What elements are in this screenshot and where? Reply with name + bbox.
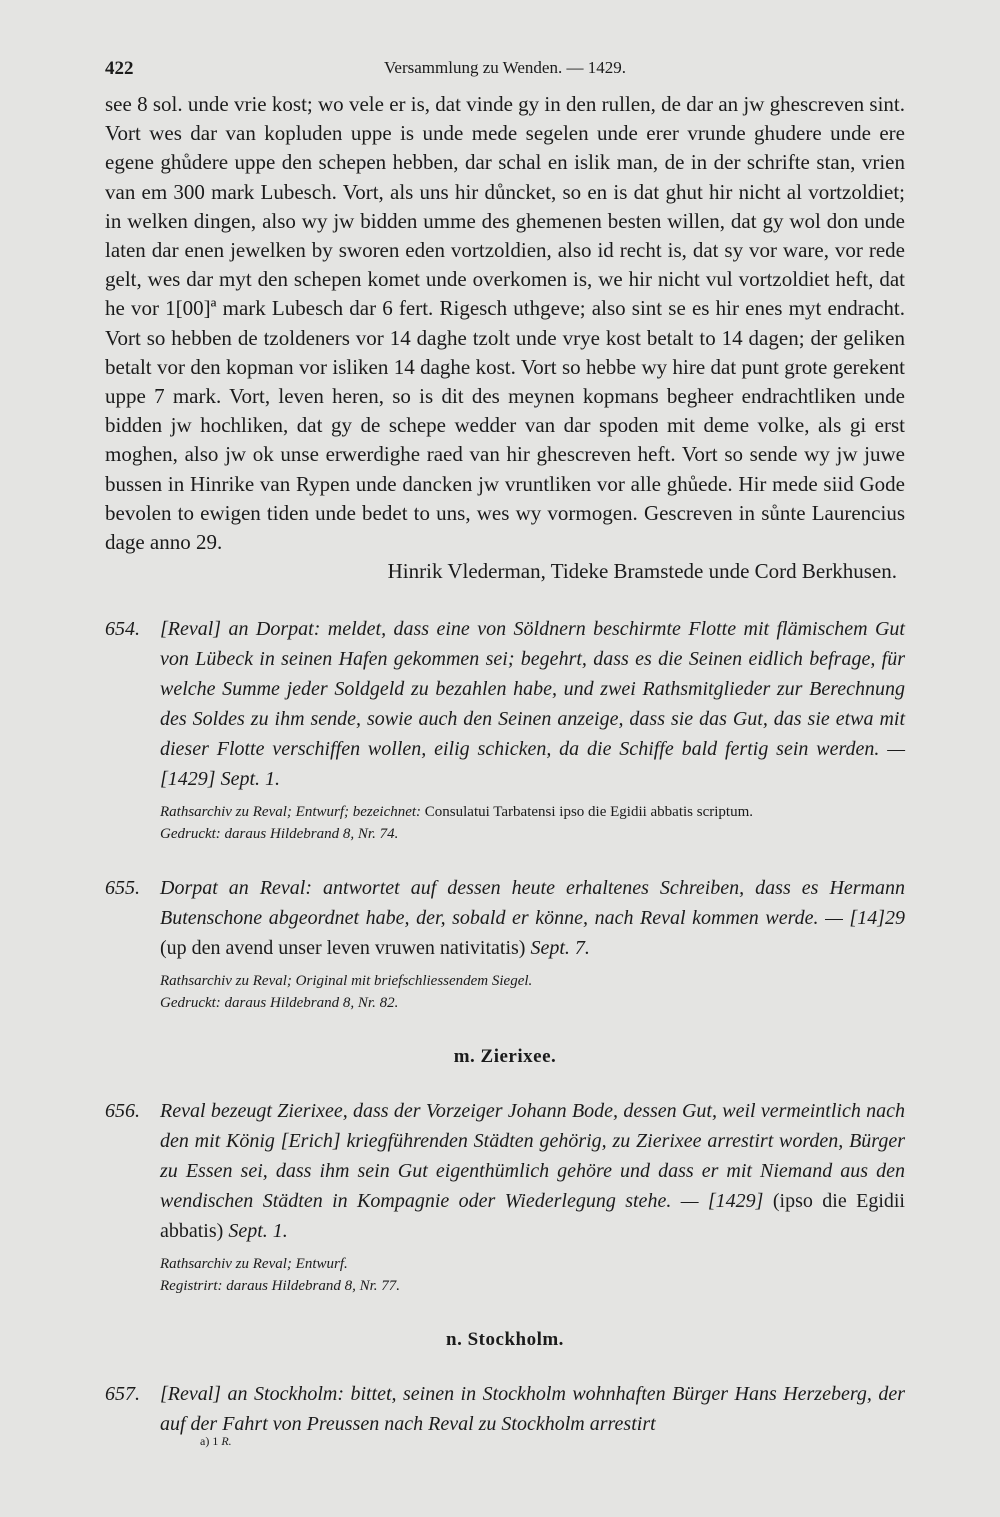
entry-notes — [160, 802, 905, 845]
entry-notes — [160, 1254, 905, 1297]
footnote: a) 1 R. — [200, 1434, 232, 1448]
print-note: Gedruckt: daraus Hildebrand 8, Nr. 74. — [160, 825, 399, 842]
entry-number: 656. — [105, 1100, 140, 1123]
entry-654 — [105, 614, 905, 845]
print-note: Registrirt: daraus Hildebrand 8, Nr. 77. — [160, 1277, 401, 1294]
entry-regest: Dorpat an Reval: antwortet auf dessen heute erhaltenes Schreiben, dass es Hermann Butenschone abgeordnet habe, der, sobald er könne, nach Reval kommen werde. — [14]29 (up den avend unser leven vruwen nativitatis) Sept. 7. — [160, 877, 905, 960]
section-heading-zierixee: m. Zierixee. — [453, 1046, 557, 1068]
entry-656 — [105, 1096, 905, 1297]
source-note: Rathsarchiv zu Reval; Original mit briefschliessendem Siegel. — [160, 973, 533, 990]
entry-notes — [160, 971, 905, 1014]
print-note: Gedruckt: daraus Hildebrand 8, Nr. 82. — [160, 994, 399, 1011]
entry-number: 657. — [105, 1383, 140, 1406]
letter-body: see 8 sol. unde vrie kost; wo vele er is, dat vinde gy in den rullen, de dar an jw ghescreven sint. Vort wes dar van kopluden uppe is unde mede segelen unde erer vrunde ghudere unde ere egene ghůdere uppe den schepen hebben, dar schal en islik man, de in der schrifte stan, vrien van em 300 mark Lubesch. Vort, als uns hir důncket, so en is dat ghut hir nicht al vortzoldiet; in welken dingen, also wy jw bidden umme des ghemenen besten willen, dat gy wol don unde laten dar enen jewelken by sworen eden vortzoldien, also id recht is, dat sy vor ware, vor rede gelt, wes dar myt den schepen komet unde overkomen is, we hir nicht vul vortzoldiet heft, dat he vor 1[00]ª mark Lubesch dar 6 fert. Rigesch uthgeve; also sint se es hir enes myt endracht. Vort so hebben de tzoldeners vor 14 daghe tzolt unde vrye kost betalt to 14 dagen; der geliken betalt vor den kopman vor isliken 14 daghe kost. Vort so hebbe wy hire dat punt grote gerekent uppe 7 mark. Vort, leven heren, so is dit des meynen kopmans begheer endrachtliken unde bidden jw hochliken, dat gy de schepe wedder van dar spoden mit deme volke, als gi erst moghen, also jw ok unse erwerdighe raed van hir ghescreven heft. Vort so sende wy jw juwe bussen in Hinrike van Rypen unde dancken jw vruntliken vor alle ghůede. Hir mede siid Gode bevolen to ewigen tiden unde bedet to uns, wes wy vormogen. Gescreven in sůnte Laurencius dage anno 29. — [105, 92, 905, 555]
entry-regest: Reval bezeugt Zierixee, dass der Vorzeiger Johann Bode, dessen Gut, weil vermeintlich nach den mit König [Erich] kriegführenden Städten gehörig, zu Zierixee arrestirt worden, Bürger zu Essen sei, dass ihm sein Gut eigenthümlich gehöre und dass er mit Niemand aus den wendischen Städten in Kompagnie oder Wiederlegung stehe. — [1429] (ipso die Egidii abbatis) Sept. 1. — [160, 1100, 905, 1243]
section-heading-stockholm: n. Stockholm. — [446, 1329, 564, 1351]
entry-number: 655. — [105, 877, 140, 900]
source-note: Rathsarchiv zu Reval; Entwurf. — [160, 1256, 348, 1273]
entry-regest: [Reval] an Dorpat: meldet, dass eine von Söldnern beschirmte Flotte mit flämischem Gut von Lübeck in seinen Hafen gekommen sei; begehrt, dass es die Seinen eidlich befrage, für welche Summe jeder Soldgeld zu bezahlen habe, und zwei Rathsmitglieder zur Berechnung des Soldes zu ihm sende, sowie auch den Seinen anzeige, dass sie das Gut, das sie etwa mit dieser Flotte verschiffen wollen, eilig schicken, da die Schiffe bald fertig sein werden. — [1429] Sept. 1. — [160, 618, 905, 791]
entry-number: 654. — [105, 618, 140, 641]
entry-657 — [105, 1379, 905, 1439]
letter-text — [105, 90, 905, 586]
page-number: 422 — [105, 58, 134, 79]
header-title: Versammlung zu Wenden. — 1429. — [384, 58, 626, 77]
letter-signature: Hinrik Vlederman, Tideke Bramstede unde Cord Berkhusen. — [387, 559, 897, 584]
entry-655 — [105, 873, 905, 1014]
source-note: Rathsarchiv zu Reval; Entwurf; bezeichnet: Consulatui Tarbatensi ipso die Egidii abbatis scriptum. — [160, 804, 754, 821]
entry-regest: [Reval] an Stockholm: bittet, seinen in Stockholm wohnhaften Bürger Hans Herzeberg, der auf der Fahrt von Preussen nach Reval zu Stockholm arrestirt — [160, 1383, 905, 1436]
running-header — [105, 0, 905, 90]
